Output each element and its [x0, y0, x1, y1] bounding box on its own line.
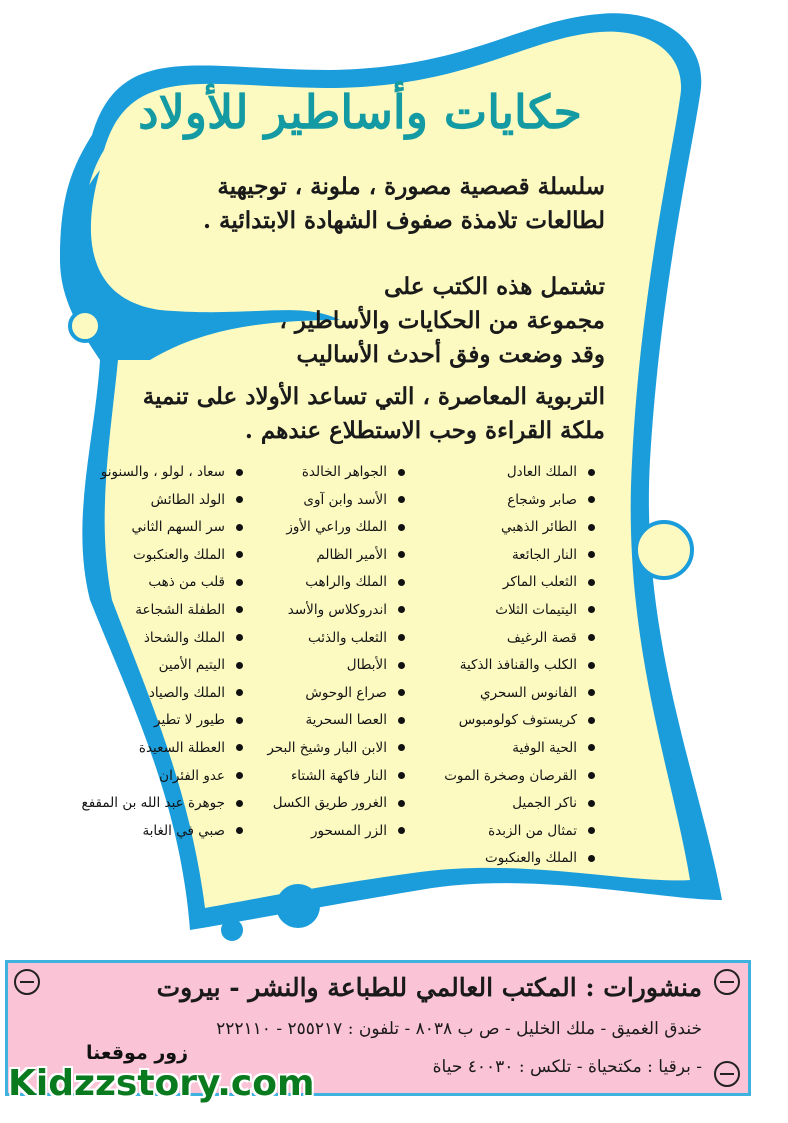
circle-decoration-bottom-large — [276, 884, 320, 928]
book-item: الزر المسحور — [210, 818, 405, 846]
watermark-arabic: زور موقعنا — [86, 1042, 189, 1064]
book-item: الثعلب والذئب — [210, 625, 405, 653]
book-item: سر السهم الثاني — [48, 514, 243, 542]
intro-block-1 — [85, 170, 605, 238]
screw-icon — [714, 1061, 740, 1087]
book-list-right — [400, 459, 595, 873]
publisher-address: خندق الغميق - ملك الخليل - ص ب ٨٠٣٨ - تلفون : ٢٥٥٢١٧ - ٢٢٢١١٠ — [216, 1019, 702, 1039]
book-item: الفانوس السحري — [400, 680, 595, 708]
book-item: ناكر الجميل — [400, 790, 595, 818]
book-item: الأسد وابن آوى — [210, 487, 405, 515]
book-item: الابن البار وشيخ البحر — [210, 735, 405, 763]
intro-block-2 — [85, 270, 605, 448]
book-item: الملك والشحاذ — [48, 625, 243, 653]
book-item: القرصان وصخرة الموت — [400, 763, 595, 791]
book-item: اليتيمات الثلاث — [400, 597, 595, 625]
publisher-name: منشورات : المكتب العالمي للطباعة والنشر - بيروت — [156, 973, 702, 1002]
book-item: الولد الطائش — [48, 487, 243, 515]
book-item: الطائر الذهبي — [400, 514, 595, 542]
book-item: الملك العادل — [400, 459, 595, 487]
intro-line: لطالعات تلامذة صفوف الشهادة الابتدائية . — [203, 207, 605, 234]
book-item: النار فاكهة الشتاء — [210, 763, 405, 791]
book-item: جوهرة عبد الله بن المقفع — [48, 790, 243, 818]
circle-decoration-bottom-small — [221, 919, 243, 941]
book-item: صابر وشجاع — [400, 487, 595, 515]
book-item: قلب من ذهب — [48, 569, 243, 597]
intro-line: التربوية المعاصرة ، التي تساعد الأولاد على تنمية — [142, 383, 605, 410]
book-item: الملك والعنكبوت — [48, 542, 243, 570]
book-item: سعاد ، لولو ، والسنونو — [48, 459, 243, 487]
intro-line: وقد وضعت وفق أحدث الأساليب — [296, 341, 605, 368]
book-item: الأمير الظالم — [210, 542, 405, 570]
book-item: الملك والصياد — [48, 680, 243, 708]
book-item: كريستوف كولومبوس — [400, 707, 595, 735]
book-item: قصة الرغيف — [400, 625, 595, 653]
watermark-logo: Kidzzstory.com — [8, 1063, 315, 1104]
intro-line: تشتمل هذه الكتب على — [384, 273, 605, 300]
publisher-telegram: - برقيا : مكتحياة - تلكس : ٤٠٠٣٠ حياة — [432, 1057, 702, 1077]
book-item: الأبطال — [210, 652, 405, 680]
screw-icon — [14, 969, 40, 995]
book-list-left — [48, 459, 243, 845]
book-item: العصا السحرية — [210, 707, 405, 735]
book-item: الحية الوفية — [400, 735, 595, 763]
circle-decoration-right — [636, 522, 692, 578]
intro-line: ملكة القراءة وحب الاستطلاع عندهم . — [244, 417, 605, 444]
screw-icon — [714, 969, 740, 995]
book-item: الغرور طريق الكسل — [210, 790, 405, 818]
page-title: حكايات وأساطير للأولاد — [138, 85, 582, 139]
book-item: العطلة السعيدة — [48, 735, 243, 763]
book-item: الملك وراعي الأوز — [210, 514, 405, 542]
intro-line: سلسلة قصصية مصورة ، ملونة ، توجيهية — [217, 173, 605, 200]
book-item: طيور لا تطير — [48, 707, 243, 735]
book-item: الملك والراهب — [210, 569, 405, 597]
book-item: الطفلة الشجاعة — [48, 597, 243, 625]
book-item: الكلب والقنافذ الذكية — [400, 652, 595, 680]
book-item: اندروكلاس والأسد — [210, 597, 405, 625]
book-item: الثعلب الماكر — [400, 569, 595, 597]
intro-line: مجموعة من الحكايات والأساطير ، — [279, 307, 605, 334]
book-item: صراع الوحوش — [210, 680, 405, 708]
book-item: تمثال من الزبدة — [400, 818, 595, 846]
book-item: الجواهر الخالدة — [210, 459, 405, 487]
book-item: عدو الفئران — [48, 763, 243, 791]
book-item: الملك والعنكبوت — [400, 845, 595, 873]
book-item: اليتيم الأمين — [48, 652, 243, 680]
book-item: النار الجائعة — [400, 542, 595, 570]
book-item: صبي في الغابة — [48, 818, 243, 846]
